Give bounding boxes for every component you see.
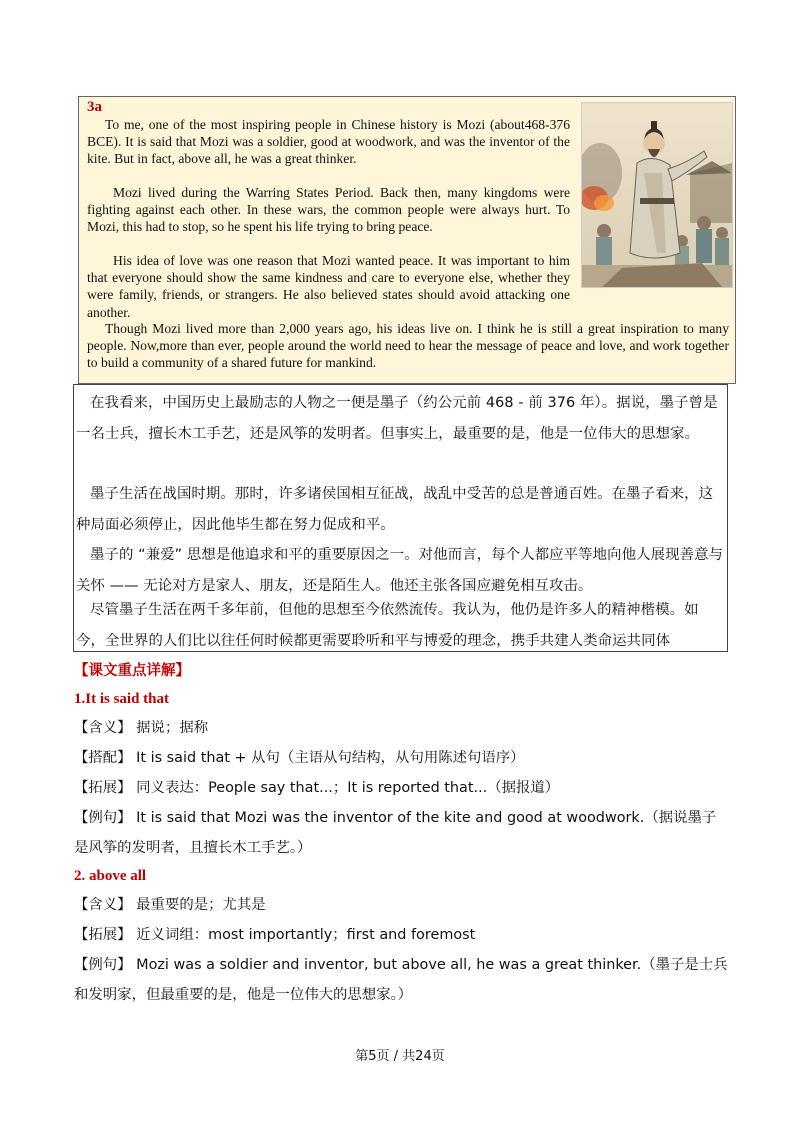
extension-text: 同义表达：People say that...；It is reported that...（据报道） xyxy=(136,780,560,796)
point-2-title: 2. above all xyxy=(74,868,147,884)
meaning-tag: 【含义】 xyxy=(74,897,132,913)
meaning-tag: 【含义】 xyxy=(74,720,132,736)
page-number: 第5页 / 共24页 xyxy=(355,1049,445,1064)
point-1-example xyxy=(74,803,728,863)
mozi-illustration xyxy=(581,102,733,288)
extension-tag: 【拓展】 xyxy=(74,780,132,796)
point-1-extension xyxy=(74,773,728,803)
point-2-example xyxy=(74,950,728,1010)
reading-paragraph-1: To me, one of the most inspiring people in Chinese history is Mozi (about468-376 BCE). It is said that Mozi was a soldier, good at woodwork, and was the inventor of the kite. But in fact, above all, he was a great thinker. xyxy=(87,117,570,167)
extension-text: 近义词组：most importantly；first and foremost xyxy=(136,927,476,943)
reading-paragraph-2: Mozi lived during the Warring States Period. Back then, many kingdoms were fighting against each other. In these wars, the common people were always hurt. To Mozi, this had to stop, so he spent his life trying to bring peace. xyxy=(87,185,570,235)
mozi-illustration-icon xyxy=(582,103,732,287)
translation-paragraph-2: 墨子生活在战国时期。那时，许多诸侯国相互征战，战乱中受苦的总是普通百姓。在墨子看来，这种局面必须停止，因此他毕生都在努力促成和平。 xyxy=(76,486,714,533)
translation-paragraph-3: 墨子的 “兼爱” 思想是他追求和平的重要原因之一。对他而言，每个人都应平等地向他人展现善意与关怀 —— 无论对方是家人、朋友，还是陌生人。他还主张各国应避免相互攻击。 xyxy=(76,547,724,594)
example-text: It is said that Mozi was the inventor of the kite and good at woodwork.（据说墨子是风筝的发明者，且擅长木工手艺。） xyxy=(74,810,717,856)
example-tag: 【例句】 xyxy=(74,810,132,826)
section-title: 【课文重点详解】 xyxy=(74,663,190,679)
point-1-collocation xyxy=(74,743,728,773)
reading-box xyxy=(78,96,736,384)
translation-box xyxy=(73,384,728,652)
extension-tag: 【拓展】 xyxy=(74,927,132,943)
point-1-title: 1.It is said that xyxy=(74,691,170,707)
translation-paragraph-1: 在我看来，中国历史上最励志的人物之一便是墨子（约公元前 468 - 前 376 年）。据说，墨子曾是一名士兵，擅长木工手艺，还是风筝的发明者。但事实上，最重要的是，他是一位伟大的思想家。 xyxy=(76,395,718,442)
collocation-tag: 【搭配】 xyxy=(74,750,132,766)
reading-paragraph-4: Though Mozi lived more than 2,000 years ago, his ideas live on. I think he is still a great inspiration to many people. Now,more than ever, people around the world need to hear the message of peace and love, and work together to build a community of a shared future for mankind. xyxy=(87,321,729,371)
reading-paragraph-3: His idea of love was one reason that Mozi wanted peace. It was important to him that everyone should show the same kindness and care to everyone else, whether they were family, friends, or strangers. He also believed states should avoid attacking one another. xyxy=(87,253,570,320)
collocation-text: It is said that + 从句（主语从句结构，从句用陈述句语序） xyxy=(136,750,525,766)
point-2-meaning xyxy=(74,890,728,920)
reading-label: 3a xyxy=(87,99,102,115)
translation-paragraph-4: 尽管墨子生活在两千多年前，但他的思想至今依然流传。我认为，他仍是许多人的精神楷模。如今，全世界的人们比以往任何时候都更需要聆听和平与博爱的理念，携手共建人类命运共同体 xyxy=(76,602,699,649)
meaning-text: 据说；据称 xyxy=(136,720,209,736)
example-text: Mozi was a soldier and inventor, but above all, he was a great thinker.（墨子是士兵和发明家，但最重要的是，他是一位伟大的思想家。） xyxy=(74,957,728,1003)
point-2-extension xyxy=(74,920,728,950)
point-1-meaning xyxy=(74,713,728,743)
example-tag: 【例句】 xyxy=(74,957,132,973)
meaning-text: 最重要的是；尤其是 xyxy=(136,897,266,913)
